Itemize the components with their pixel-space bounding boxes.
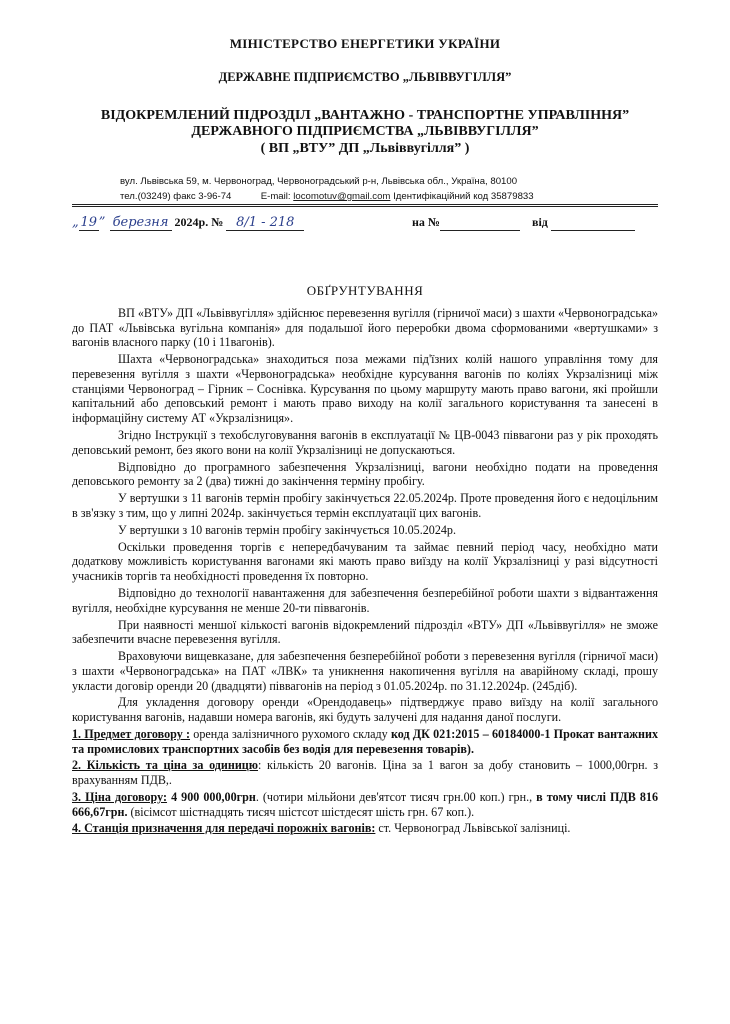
- date-month: березня: [110, 215, 172, 231]
- date-day: 19: [80, 215, 98, 230]
- incoming-reference: [412, 215, 635, 231]
- paragraph: Згідно Інструкції з техобслуговування вагонів в експлуатації № ЦВ-0043 піввагони раз у рік проходять деповський ремонт, без якого вони на колії Укрзалізниці не допускаються.: [72, 428, 658, 457]
- incoming-number-label: на №: [412, 215, 440, 229]
- clause-price-words: . (чотири мільйони дев'ятсот тисяч грн.00 коп.) грн.,: [255, 789, 537, 804]
- clause-contract-price: [72, 790, 658, 819]
- document-body: [72, 306, 658, 838]
- enterprise-heading: ДЕРЖАВНЕ ПІДПРИЄМСТВО „ЛЬВІВВУГІЛЛЯ”: [218, 70, 512, 84]
- subdivision-heading-line2: ДЕРЖАВНОГО ПІДПРИЄМСТВА „ЛЬВІВВУГІЛЛЯ”: [191, 124, 539, 139]
- date-quote-close: ”: [98, 215, 110, 230]
- subdivision-heading-line3: ( ВП „ВТУ” ДП „Львіввугілля” ): [260, 141, 470, 156]
- paragraph: Відповідно до технології навантаження для забезпечення безперебійної роботи шахти з відвантаження вугілля, необхідне курсування не менше 20-ти піввагонів.: [72, 585, 658, 615]
- clause-price-amount: 4 900 000,00грн: [167, 789, 256, 804]
- email-link[interactable]: locomotuv@gmail.com: [293, 191, 391, 202]
- ministry-heading: МІНІСТЕРСТВО ЕНЕРГЕТИКИ УКРАЇНИ: [229, 36, 501, 51]
- paragraph: У вертушки з 11 вагонів термін пробігу закінчується 22.05.2024р. Проте проведення його є недоцільним в зв'язку з тим, що у липні 2024р. закінчується термін експлуатації цих вагонів.: [72, 491, 658, 520]
- id-code: Ідентифікаційний код 35879833: [393, 191, 534, 202]
- paragraph: Для укладення договору оренди «Орендодавець» підтверджує право виїзду на колії загального користування вагонів, надавши номера вагонів, які будуть залучені для надання даної послуги.: [72, 695, 658, 725]
- email-label: E-mail:: [260, 191, 291, 202]
- date-quote-open: „: [72, 215, 79, 230]
- outgoing-reference: [72, 215, 304, 231]
- paragraph: У вертушки з 10 вагонів термін пробігу закінчується 10.05.2024р.: [118, 522, 456, 537]
- clause-quantity-text: : кількість 20 вагонів. Ціна за 1 вагон за добу становить – 1000,00грн. з врахуванням ПДВ,.: [72, 758, 659, 788]
- document-title: ОБҐРУНТУВАННЯ: [306, 283, 424, 298]
- phone-fax: тел.(03249) факс 3-96-74: [120, 191, 232, 202]
- subdivision-heading-line1: ВІДОКРЕМЛЕНИЙ ПІДРОЗДІЛ „ВАНТАЖНО - ТРАНСПОРТНЕ УПРАВЛІННЯ”: [100, 108, 630, 123]
- paragraph: Шахта «Червоноградська» знаходиться поза межами під'їзних колій нашого управління тому для перевезення вугілля з шахти «Червоноградська» необхідне курсування вагонів по коліях Укрзалізниці між станціями Червоноград – Гірник – Соснівка. Курсування по цьому маршруту мають право вагони, які пройшли капітальний або деповський ремонт і мають право виходу на колії загального користування та занесені в інформаційну систему АТ «Укрзалізниця».: [72, 352, 658, 426]
- address-line: вул. Львівська 59, м. Червоноград, Червоноградський р-н, Львівська обл., Україна, 80100: [120, 176, 518, 187]
- clause-subject: [72, 727, 658, 756]
- year-and-number-label: 2024р. №: [171, 215, 224, 229]
- clause-subject-label: 1. Предмет договору :: [72, 727, 191, 742]
- paragraph: ВП «ВТУ» ДП «Львіввугілля» здійснює перевезення вугілля (гірничої маси) з шахти «Червоноградська» до ПАТ «Львівська вугільна компанія» для подальшої його переробки двома сформованими «вертушками» з вагонів власного парку (10 і 11вагонів).: [72, 306, 658, 350]
- clause-quantity-price: [72, 758, 658, 787]
- clause-price-label: 3. Ціна договору:: [72, 789, 168, 804]
- contacts-line: [120, 191, 640, 202]
- incoming-date-label: від: [531, 215, 548, 229]
- paragraph: При наявності меншої кількості вагонів відокремлений підрозділ «ВТУ» ДП «Львіввугілля» не зможе забезпечити вчасне перевезення вугілля.: [72, 617, 658, 647]
- clause-subject-text: оренда залізничного рухомого складу: [190, 727, 391, 742]
- paragraph: Відповідно до програмного забезпечення Укрзалізниці, вагони необхідно подати на проведення деповського ремонту за 2 (два) тижні до закінчення терміну пробігу.: [72, 459, 658, 489]
- header-divider-second: [72, 206, 658, 207]
- clause-quantity-label: 2. Кількість та ціна за одиницю: [72, 758, 259, 773]
- clause-price-vat-words: (вісімсот шістнадцять тисяч шістсот шістдесят шість грн. 67 коп.).: [127, 804, 475, 819]
- clause-subject-code: код ДК 021:2015 – 60184000-1 Прокат вантажних та промислових транспортних засобів без водія для перевезення товарів).: [72, 727, 658, 756]
- header-divider: [72, 204, 658, 205]
- paragraph: Враховуючи вищевказане, для забезпечення безперебійної роботи з перевезення вугілля (гірничої маси) з шахти «Червоноградська» на ПАТ «ЛВК» та уникнення накопичення вугілля на аварійному складі, прошу укласти договір оренди 20 (двадцяти) піввагонів на період з 01.05.2024р. по 31.12.2024р. (245діб).: [72, 649, 658, 693]
- clause-destination: [72, 821, 658, 836]
- paragraph: Оскільки проведення торгів є непередбачуваним та займає певний період часу, необхідно мати додаткову можливість користування вагонами які мають право виїзду на колії Укрзалізниці у разі відсутності учасників торгів та необхідності проведення їх повторно.: [72, 539, 658, 584]
- clause-destination-text: ст. Червоноград Львівської залізниці.: [375, 821, 571, 836]
- document-number: 8/1 - 218: [226, 215, 304, 231]
- reference-line: [72, 215, 662, 235]
- clause-price-vat: в тому числі ПДВ 816 666,67грн.: [72, 789, 659, 819]
- clause-destination-label: 4. Станція призначення для передачі порожніх вагонів:: [72, 821, 376, 836]
